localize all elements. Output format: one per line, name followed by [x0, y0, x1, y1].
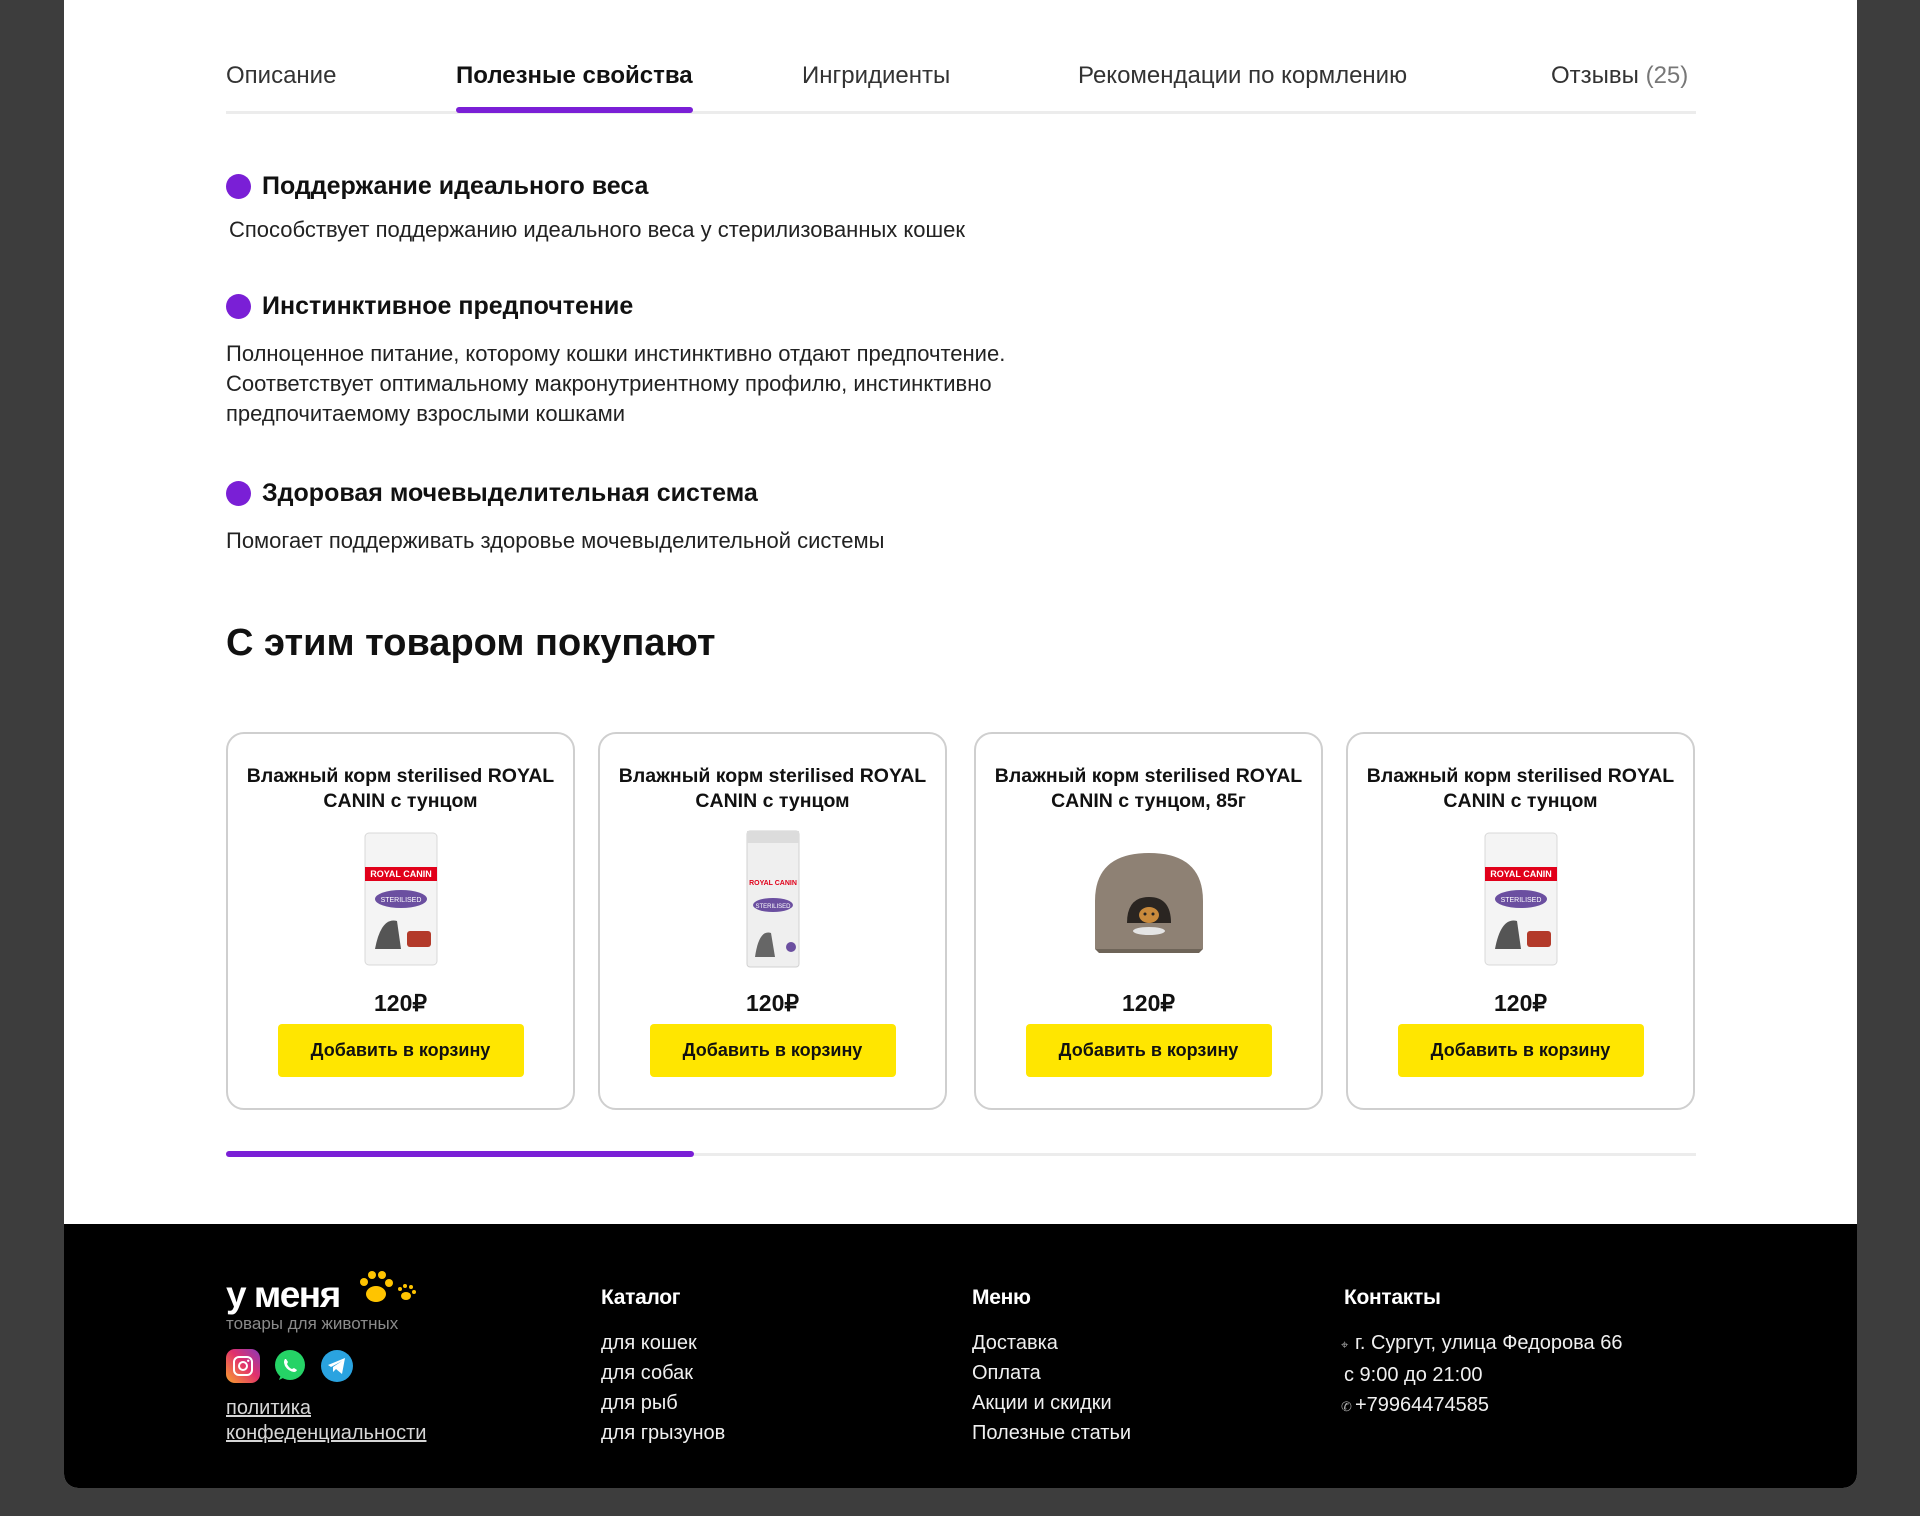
footer-link[interactable]: для рыб	[601, 1392, 678, 1414]
product-price: 120₽	[745, 990, 799, 1016]
footer-link[interactable]: Доставка	[972, 1332, 1058, 1354]
phone-text: +79964474585	[1355, 1394, 1490, 1416]
benefit-text: Полноценное питание, которому кошки инстинктивно отдают предпочтение. Соответствует оптимальному макронутриентному профилю, инстинктивно предпочитаемому взрослыми кошками	[226, 341, 1006, 426]
product-name: Влажный корм sterilised ROYAL CANIN с тунцом	[1366, 765, 1675, 812]
svg-text:STERILISED: STERILISED	[1500, 897, 1541, 904]
cat-house-image	[1079, 829, 1219, 969]
footer-link[interactable]: для грызунов	[601, 1422, 726, 1444]
phone-icon: ✆	[1341, 1399, 1352, 1414]
add-to-cart-button[interactable]: Добавить в корзину	[278, 1024, 524, 1077]
product-name: Влажный корм sterilised ROYAL CANIN с тунцом	[246, 765, 555, 812]
royal-canin-pouch-image	[1461, 829, 1581, 969]
footer-contacts-column	[1341, 1286, 1623, 1422]
bullet-dot	[226, 481, 251, 506]
footer-link[interactable]: для собак	[601, 1362, 693, 1384]
footer-link[interactable]: Оплата	[972, 1362, 1041, 1384]
privacy-policy-link[interactable]: политика конфеденциальности	[226, 1397, 427, 1444]
royal-canin-pouch-image	[341, 829, 461, 969]
paw-icon	[354, 1268, 418, 1308]
product-card[interactable]	[226, 732, 575, 1110]
svg-text:ROYAL CANIN: ROYAL CANIN	[1489, 869, 1552, 879]
product-card[interactable]	[598, 732, 947, 1110]
tab-ingredients[interactable]: Ингридиенты	[802, 62, 951, 89]
tab-feeding-recommendations[interactable]: Рекомендации по кормлению	[1078, 62, 1408, 89]
bullet-dot	[226, 294, 251, 319]
benefit-title: Здоровая мочевыделительная система	[262, 479, 758, 507]
footer-link[interactable]: Акции и скидки	[972, 1392, 1112, 1414]
page	[64, 0, 1857, 1488]
footer-menu-column	[972, 1286, 1131, 1448]
svg-text:STERILISED: STERILISED	[754, 904, 791, 910]
add-to-cart-button[interactable]: Добавить в корзину	[650, 1024, 896, 1077]
add-to-cart-button[interactable]: Добавить в корзину	[1026, 1024, 1272, 1077]
footer-link[interactable]: для кошек	[601, 1332, 697, 1354]
footer-link[interactable]: Полезные статьи	[972, 1422, 1132, 1444]
royal-canin-bag-image	[713, 829, 833, 969]
svg-text:ROYAL CANIN: ROYAL CANIN	[369, 869, 432, 879]
product-price: 120₽	[1493, 990, 1547, 1016]
location-pin-icon: ⌖	[1341, 1337, 1349, 1352]
benefit-item	[226, 292, 1005, 429]
active-tab-indicator	[456, 107, 693, 113]
benefit-item	[226, 172, 965, 245]
tab-reviews-label: Отзывы	[1551, 62, 1639, 89]
footer	[64, 1224, 1857, 1488]
product-price: 120₽	[1121, 990, 1175, 1016]
product-name: Влажный корм sterilised ROYAL CANIN с тунцом, 85г	[994, 765, 1303, 812]
tab-reviews[interactable]	[1551, 62, 1688, 90]
social-links	[226, 1349, 354, 1383]
instagram-icon[interactable]	[226, 1349, 260, 1383]
svg-text:STERILISED: STERILISED	[380, 897, 421, 904]
tab-useful-properties[interactable]: Полезные свойства	[456, 62, 693, 89]
tab-description[interactable]: Описание	[226, 62, 337, 89]
product-card[interactable]	[974, 732, 1323, 1110]
reviews-count: (25)	[1645, 62, 1689, 89]
footer-catalog-column	[601, 1286, 725, 1448]
contact-address	[1341, 1328, 1622, 1360]
brand-logo[interactable]	[226, 1274, 399, 1333]
brand-tagline: товары для животных	[226, 1314, 399, 1333]
product-price: 120₽	[373, 990, 427, 1016]
contact-phone[interactable]	[1341, 1390, 1622, 1422]
footer-catalog-heading: Каталог	[601, 1286, 681, 1309]
bullet-dot	[226, 174, 251, 199]
telegram-icon[interactable]	[320, 1349, 354, 1383]
footer-contacts-heading: Контакты	[1344, 1286, 1441, 1309]
carousel-scrollbar-thumb[interactable]	[226, 1151, 694, 1157]
address-text: г. Сургут, улица Федорова 66	[1355, 1332, 1623, 1354]
svg-text:ROYAL CANIN: ROYAL CANIN	[748, 880, 797, 887]
whatsapp-icon[interactable]	[273, 1349, 307, 1383]
add-to-cart-button[interactable]: Добавить в корзину	[1398, 1024, 1644, 1077]
product-name: Влажный корм sterilised ROYAL CANIN с тунцом	[618, 765, 927, 812]
benefit-item	[226, 479, 884, 556]
contact-hours: с 9:00 до 21:00	[1344, 1364, 1483, 1386]
related-products-title: С этим товаром покупают	[226, 622, 716, 664]
product-tabs	[226, 62, 1696, 114]
brand-name: у меня	[226, 1274, 340, 1315]
benefit-title: Инстинктивное предпочтение	[262, 292, 634, 320]
benefit-text: Способствует поддержанию идеального веса у стерилизованных кошек	[229, 217, 966, 242]
benefit-title: Поддержание идеального веса	[262, 172, 649, 200]
benefit-text: Помогает поддерживать здоровье мочевыделительной системы	[226, 528, 885, 553]
product-card[interactable]	[1346, 732, 1695, 1110]
footer-menu-heading: Меню	[972, 1286, 1031, 1309]
